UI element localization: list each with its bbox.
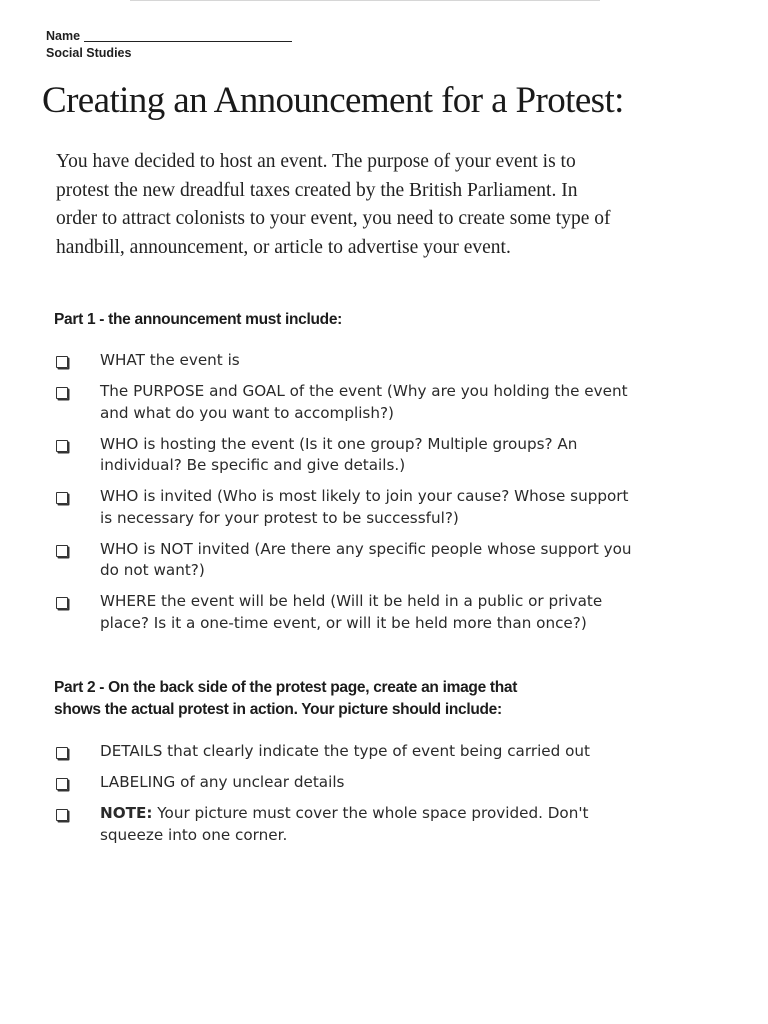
note-label: NOTE: [100, 804, 153, 822]
note-item: NOTE: Your picture must cover the whole space provided. Don't squeeze into one corner. [56, 803, 726, 846]
checkbox-icon [56, 492, 68, 504]
intro-line: handbill, announcement, or article to advertise your event. [56, 236, 511, 258]
name-line [46, 28, 292, 45]
checklist-item: WHO is hosting the event (Is it one group? Multiple groups? An individual? Be specific and give details.) [56, 434, 726, 477]
page-title: Creating an Announcement for a Protest: [42, 80, 624, 121]
intro-line: order to attract colonists to your event, you need to create some type of [56, 208, 611, 229]
checklist-item: WHAT the event is [56, 350, 726, 372]
checklist-item: WHO is invited (Who is most likely to join your cause? Whose support is necessary for your protest to be successful?) [56, 486, 726, 529]
checkbox-icon [56, 747, 68, 759]
checkbox-icon [56, 387, 68, 399]
checklist-item: The PURPOSE and GOAL of the event (Why are you holding the event and what do you want to accomplish?) [56, 381, 726, 424]
name-label: Name [46, 29, 81, 43]
checkbox-icon [56, 597, 68, 609]
top-edge-rule [130, 0, 600, 1]
checkbox-icon [56, 809, 68, 821]
intro-line: You have decided to host an event. The purpose of your event is to [56, 151, 576, 172]
intro-line: protest the new dreadful taxes created by the British Parliament. In [56, 179, 578, 201]
part1-heading: Part 1 - the announcement must include: [54, 311, 343, 328]
checklist-item: WHERE the event will be held (Will it be held in a public or private place? Is it a one-time event, or will it be held more than once?) [56, 591, 726, 634]
part1-checklist [56, 350, 726, 644]
part2-checklist [56, 741, 726, 856]
checklist-item: LABELING of any unclear details [56, 772, 726, 794]
course-label: Social Studies [46, 46, 132, 60]
checkbox-icon [56, 545, 68, 557]
checklist-item: DETAILS that clearly indicate the type of event being carried out [56, 741, 726, 763]
student-header [46, 28, 292, 62]
name-blank [84, 41, 292, 42]
checkbox-icon [56, 778, 68, 790]
checkbox-icon [56, 356, 68, 368]
checklist-item: WHO is NOT invited (Are there any specific people whose support you do not want?) [56, 539, 726, 582]
intro-paragraph [56, 148, 716, 262]
checkbox-icon [56, 440, 68, 452]
part2-heading: Part 2 - On the back side of the protest page, create an image that shows the actual protest in action. Your picture should include: [54, 679, 518, 718]
